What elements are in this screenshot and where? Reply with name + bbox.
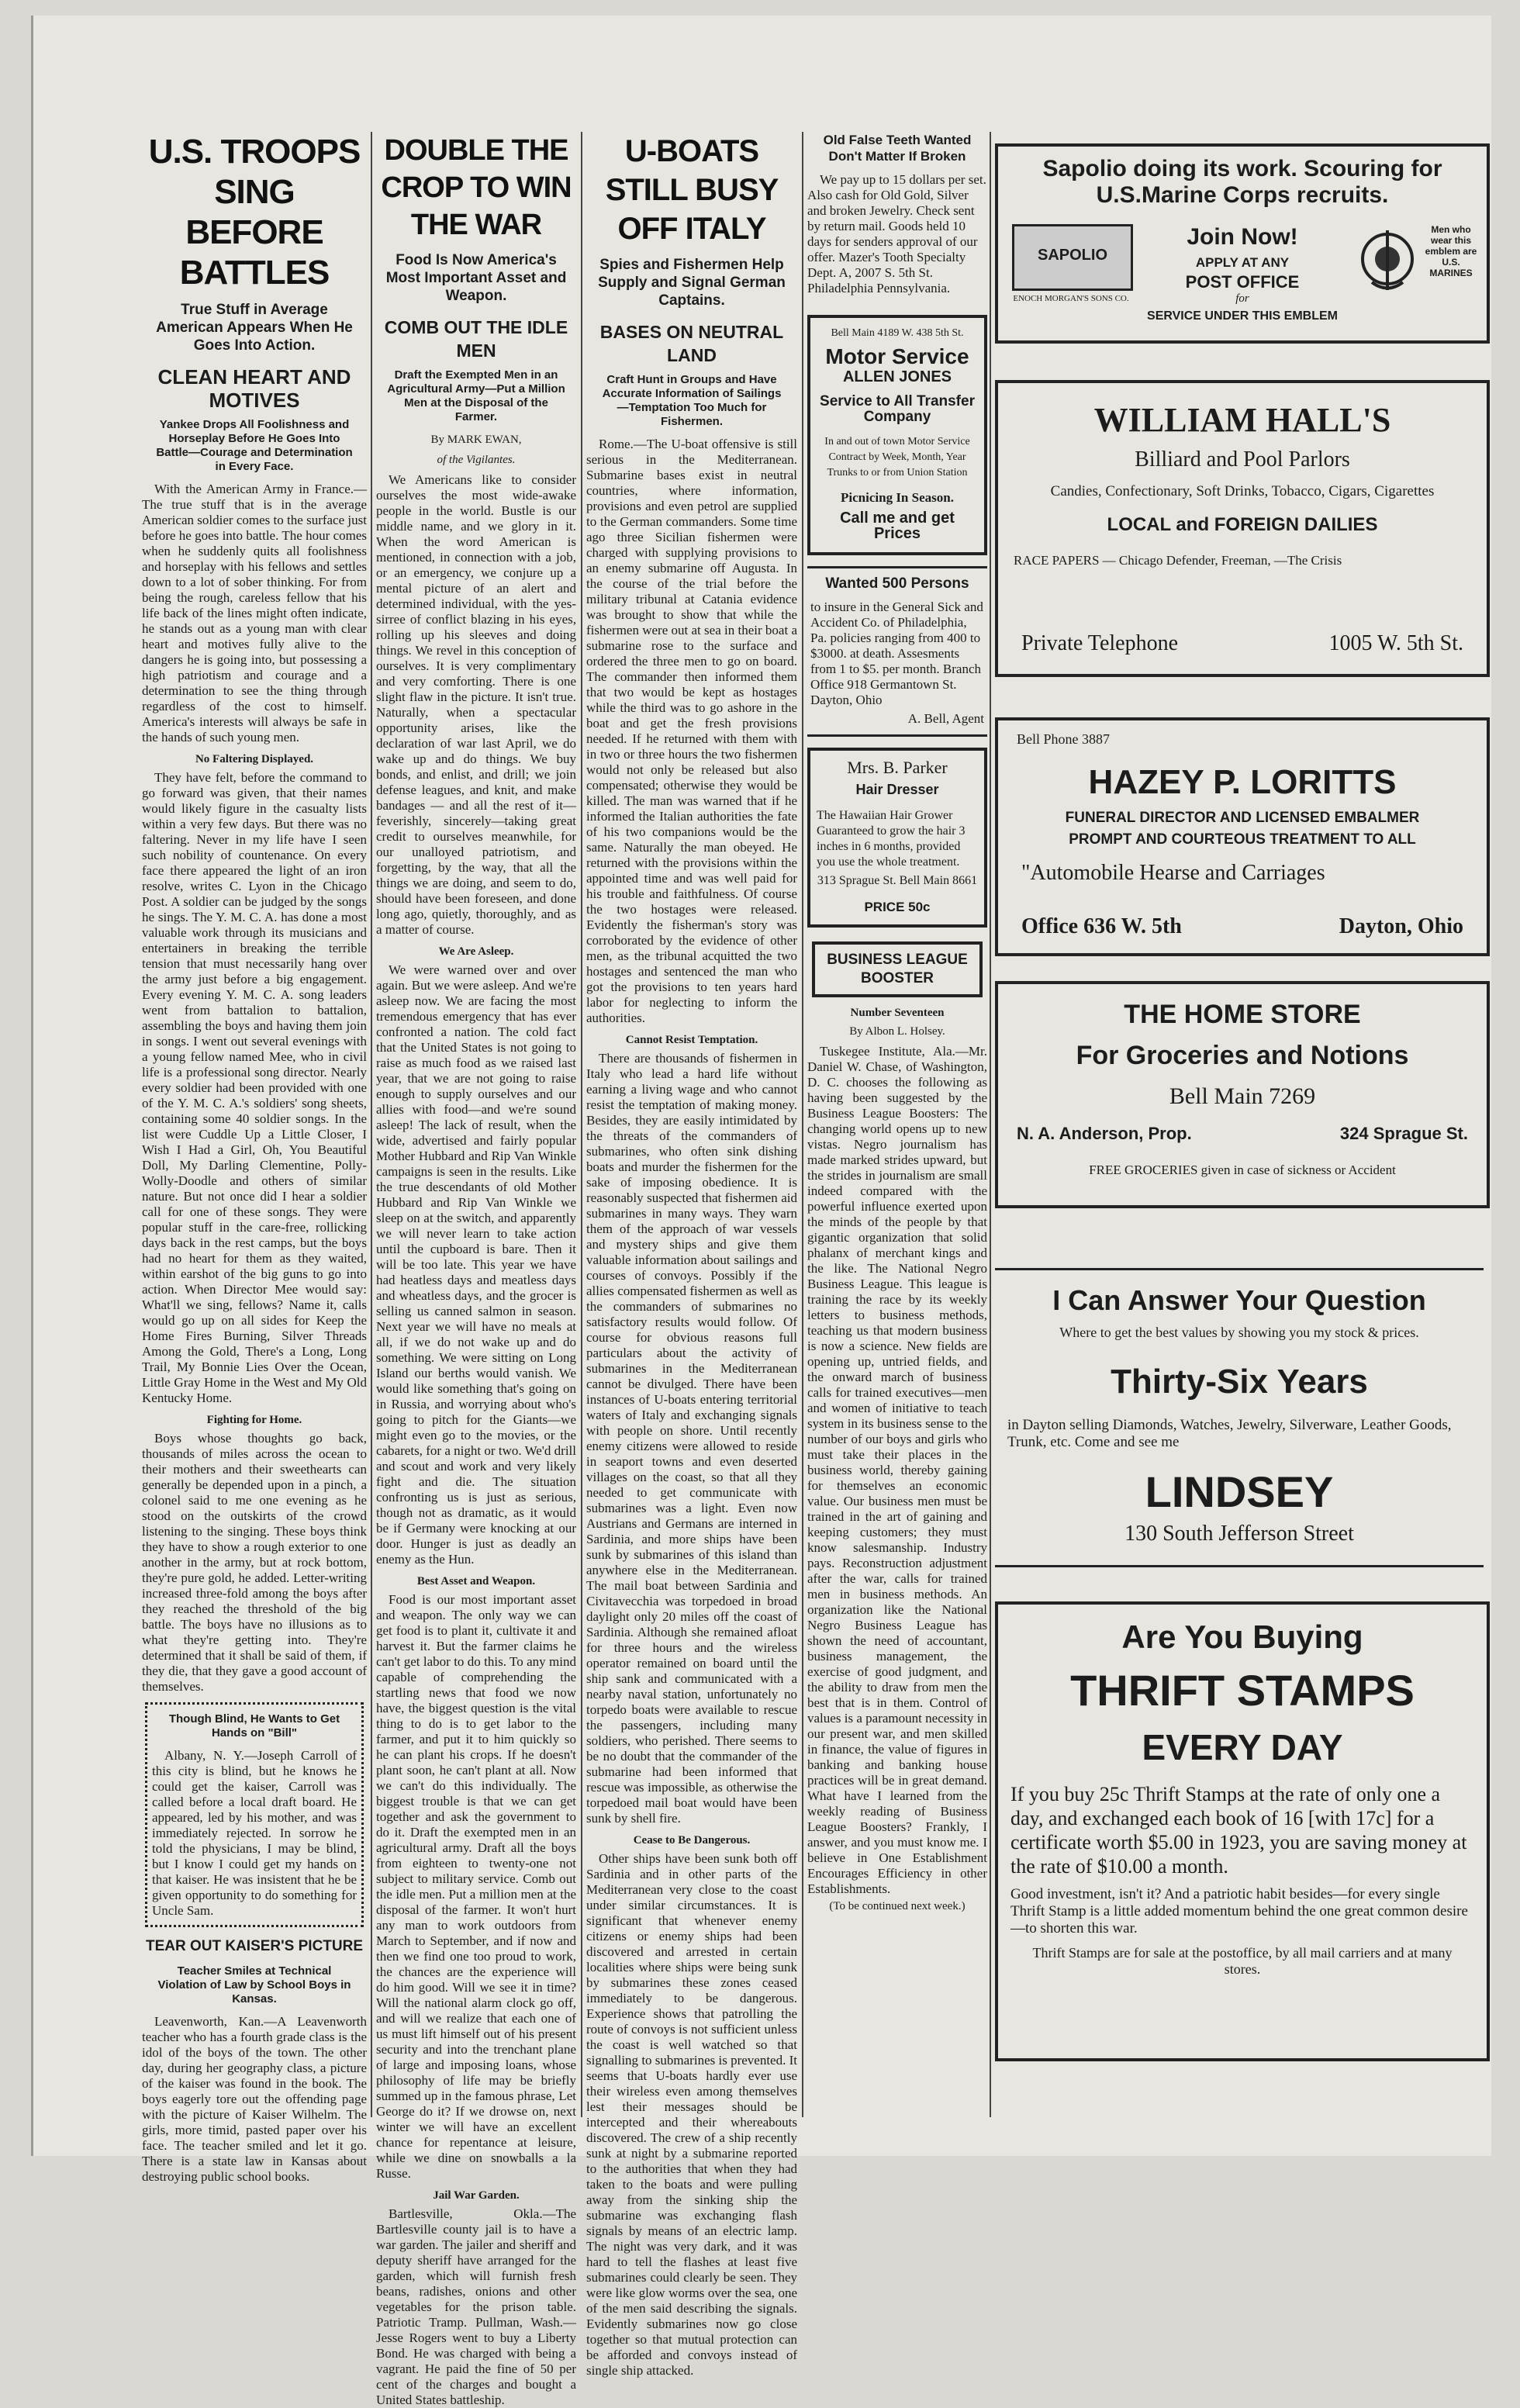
article-text: We Americans like to consider ourselves the most wide-awake people in the world. Bustle is our middle name, and we glory in it. When the word American is mentioned, in connection with a job, or an emergency, we conjure up a mental picture of an alert and determined individual, with the yes-sirree of conflict blazing in his eyes, rolling up his sleeves and doing things. We revel in this conception of ourselves. It is very complimentary and very comforting. There is one slight flaw in the picture. It isn't true. Naturally, when a spectacular opportunity arises, like the declaration of war last April, we do wake up and do things. We buy bonds, and enlist, and drill; we join defense leagues, and knit, and make bandages — and all the rest of it—feverishly, sincerely—taking great credit to ourselves meanwhile, for our unalloyed patriotism, and forgetting, by the way, that all the things we are doing, and seem to do, should have been foreseen, and done long ago, quietly, thoroughly, and as a matter of course. [376,472,576,937]
deck-troops: Yankee Drops All Foolishness and Horseplay Before He Goes Into Battle—Courage and Determination in Every Face. [156,418,353,473]
article-text: There are thousands of fishermen in Italy who lead a hard life without earning a living wage and who cannot resist the temptation of making money. Besides, they are easily intimidated by the threats of the commanders of submarines, who often sink dishing boats and murder the fishermen for the sake of imposing obedience. It is reasonably suspected that fishermen aid submarines in many ways. They warn them of the approach of war vessels and mystery ships and give them valuable information about sailings and courses of convoys. Possibly if the allies compensated fishermen as well as the commanders of submarines no satisfactory results would follow. Of course for obvious reasons full particulars about the activity of submarines in the Mediterranean cannot be divulged. There have been instances of U-boats entering territorial waters of Italy and exchanging signals with people on shore. Until recently enemy citizens were allowed to reside in seaport towns and even deserted villages on the coast, so that all they needed to get communicate with submarines was a light. Even now Austrians and Germans are interned in Sardinia, and more ships have been sunk by submarines of this island than anywhere else in the Mediterranean. The mail boat between Sardinia and Civitavecchia was torpedoed in broad daylight only 20 miles off the coast of Sardinia. Although she remained afloat for three hours and the wireless operator remained on board until the ship sank and communicated with a nearby naval station, unfortunately no torpedo boats were available to rescue the passengers, including many soldiers, who perished. There seems to be no doubt that the commander of the submarine had been informed that rescue was impossible, as otherwise the torpedoed mail boat would have been sunk by shell fire. [586,1051,797,1826]
thrift-good: Good investment, isn't it? And a patriotic habit besides—for every single Thrift Stamp is a little added momentum behind the one great common desire—to shorten this war. [1010,1886,1468,1936]
lindsey-years: Thirty-Six Years [1111,1363,1368,1401]
lindsey-ad [995,1268,1484,1567]
home-phone: Bell Main 7269 [1169,1083,1316,1109]
home-store-ad [995,981,1490,1208]
subhead-crop: Food Is Now America's Most Important Asset and Weapon. [385,252,567,304]
column-rule [990,132,991,2117]
sapolio-apply: APPLY AT ANY [1195,255,1290,270]
article-text: With the American Army in France.—The true stuff that is in the average American soldier comes to the surface just before he goes into battle. The hour comes when he suddenly quits all foolishness and horseplay with his fellows and settles down to a lot of sober thinking. For from being the rough, careless fellow that his life back of the lines might often indicate, he stands out as a young man with clear heart and motives fully alive to the dangers he is going into, but possessing a high patriotism and courage and a determination to see the thing through regardless of the cost to himself. America's interests will always be safe in the hands of such young men. [142,482,367,745]
section-subhead: We Are Asleep. [438,945,514,958]
parker-address: 313 Sprague St. Bell Main 8661 [817,874,978,887]
false-teeth-title: Old False Teeth Wanted Don't Matter If Broken [823,133,972,164]
subhead-uboats: Spies and Fishermen Help Supply and Signal German Captains. [598,257,786,309]
sapolio-service: SERVICE UNDER THIS EMBLEM [1147,309,1338,323]
sapolio-package-image [1012,224,1133,291]
newspaper-page [31,16,1491,2407]
column-rule [581,132,582,2117]
booster-continued: (To be continued next week.) [829,1900,966,1912]
article-text: Bartlesville, Okla.—The Bartlesville county jail is to have a war garden. The jailer and sheriff and deputy sheriff have arranged for the garden, which will furnish fresh beans, radishes, onions and other vegetables for the prison table. Patriotic Tramp. Pullman, Wash.—Jesse Rogers went to buy a Liberty Bond. He was charged with being a vagrant. He paid the fine of 50 per cent of the charges and bought a United States battleship. [376,2206,576,2407]
sapolio-men-note: Men who wear this emblem are U.S. MARINES [1425,224,1477,278]
article-text: Leavenworth, Kan.—A Leavenworth teacher who has a fourth grade class is the idol of the boys of the town. The other day, during her geography class, a picture of the kaiser was found in the book. The boys eagerly tore out the offending page with the picture of Kaiser Wilhelm. The girls, more timid, pasted paper over his face. The teacher smiled and let it go. There is a state law in Kansas about destroying public school books. [142,2014,367,2184]
hall-papers: RACE PAPERS — Chicago Defender, Freeman, —The Crisis [1014,553,1342,568]
column-crop [376,132,576,2407]
article-text: Rome.—The U-boat offensive is still serious in the Mediterranean. Submarine bases exist in neutral countries, where information, provisions and even petrol are supplied to the German commanders. Some time ago three Sicilian fishermen were charged with supplying provisions to an enemy submarine off Augusta. In the course of the trial before the military tribunal at Catania evidence was brought to show that while the fishermen were out at sea in their boat a submarine rose to the surface and ordered the three men to go on board. The commander then informed them that two would be kept as hostages while the third was to go ashore in the boat and get the fresh provisions needed. If he returned with them with in two or three hours the two fishermen would not only be released but also compensated; otherwise they would be killed. The man was warned that if he informed the Italian authorities the fate of his two companions would be the same. Naturally the man obeyed. He returned with the provisions within the appointed time and was well paid for his trouble and faithfulness. Of course the two hostages were released. Evidently the fisherman's story was corroborated by the evidence of other men, as the tribunal acquitted the two hostages and sentenced the man who got the provisions to ten years hard labor for neglecting to inform the authorities. [586,437,797,1025]
booster-title: BUSINESS LEAGUE BOOSTER [827,952,968,986]
motor-phone: Bell Main 4189 W. 438 5th St. [831,327,964,339]
home-proprietor: N. A. Anderson, Prop. [1017,1124,1192,1143]
motor-title: Motor Service [825,344,969,368]
home-address: 324 Sprague St. [1339,1124,1468,1143]
motor-service: Service to All Transfer Company [820,393,975,425]
sapolio-ad [995,143,1490,344]
motor-picnic: Picnicing In Season. [841,490,954,505]
thrift-stamps-ad [995,1601,1490,2061]
wanted-title: Wanted 500 Persons [825,575,969,592]
headline-clean-heart: CLEAN HEART AND MOTIVES [157,365,351,412]
deck-kaiser-picture: Teacher Smiles at Technical Violation of Law by School Boys in Kansas. [157,1964,351,2006]
lindsey-where: Where to get the best values by showing you my stock & prices. [1059,1325,1419,1340]
thrift-body: If you buy 25c Thrift Stamps at the rate of only one a day, and exchanged each book of 16 [with 17c] for a certificate worth $5.00 in 1923, you are saving money at the rate of $10.00 a month. [1010,1783,1467,1878]
parker-name: Mrs. B. Parker [847,758,948,777]
sapolio-title: Sapolio doing its work. Scouring for U.S.Marine Corps recruits. [1042,156,1442,208]
section-subhead: Best Asset and Weapon. [416,1575,536,1587]
article-text: Boys whose thoughts go back, thousands of miles across the ocean to their mothers and their sweethearts can generally be depended upon in a pinch, a colonel said to me one evening as he stood on the outskirts of the crowd listening to the singing. These boys think they have to show a rough exterior to one another in the army, but at rock bottom, they're pure gold, he added. Letter-writing increased three-fold among the boys after they reached the threshold of the big battle. The boys have no illusions as to what they're getting into. They're determined that it shall be said of them, if they die, that they gave a good account of themselves. [142,1431,367,1694]
loritts-name: HAZEY P. LORITTS [1088,763,1397,801]
motor-name: ALLEN JONES [842,368,952,385]
sapolio-post-office: POST OFFICE [1185,272,1300,292]
column-troops [142,132,367,2184]
byline-affiliation: of the Vigilantes. [437,454,516,466]
column-rule [802,132,803,2117]
home-name: THE HOME STORE [1124,1000,1361,1029]
sapolio-maker: ENOCH MORGAN'S SONS CO. [1013,294,1129,303]
hall-items: Candies, Confectionary, Soft Drinks, Tobacco, Cigars, Cigarettes [1050,483,1435,499]
hall-dailies: LOCAL and FOREIGN DAILIES [1107,514,1378,535]
parker-ad [807,748,987,928]
section-subhead: Cannot Resist Temptation. [625,1034,758,1046]
blind-man-box [145,1702,364,1927]
motor-call: Call me and get Prices [840,510,955,542]
false-teeth-text: We pay up to 15 dollars per set. Also cash for Old Gold, Silver and broken Jewelry. Check sent by return mail. Goods held 10 days for senders approval of our offer. Mazer's Tooth Specialty Dept. A, 2007 S. 5th St. Philadelphia Pennsylvania. [807,172,986,295]
wanted-body: to insure in the General Sick and Accident Co. of Philadelphia, Pa. policies ranging from 400 to $3000. at death. Assesments from 1 to $5. per month. Branch Office 918 Germantown St. Dayton, Ohio [810,599,983,707]
lindsey-name: LINDSEY [1145,1467,1334,1516]
parker-title: Hair Dresser [855,782,939,797]
section-subhead: Cease to Be Dangerous. [633,1834,751,1847]
booster-text: Tuskegee Institute, Ala.—Mr. Daniel W. Chase, of Washington, D. C. chooses the following as having been suggested by the Business League Boosters: The changing world opens up to new vistas. Negro journalism has made marked strides upward, but the strides in journalism are small indeed compared with the powerful influence exerted upon the minds of the people by that gigantic organization that solid phalanx of merchant kings and the like. The National Negro Business League. This league is training the race by its weekly letters to business methods, teaching us that modern business is now a science. New fields are opening up, untried fields, and the onward march of business calls for trained executives—men and women of initiative to teach system in its business sense to the number of our boys and girls who must take their places in the business world, thereby gaining for themselves an economic value. Our business men must be trained in the art of gaining and keeping customers; they must know salesmanship. Industry pays. Reconstruction adjustment after the war, calls for trained men in business methods. An organization like the National Negro Business League has shown the need of accountant, business management, the exercise of good judgment, and the ability to draw from men the best that is in them. Control of values is a paramount necessity in our present war, and men skilled in finance, the value of figures in banking and banking house practices will be in great demand. What have I learned from the weekly reading of Business League Boosters? Frankly, I answer, and you must know me. I believe in One Establishment Encourages Efficiency in other Establishments. [807,1044,987,1896]
headline-crop: DOUBLE THE CROP TO WIN THE WAR [381,134,572,241]
thrift-title: THRIFT STAMPS [1070,1666,1415,1715]
article-text: Albany, N. Y.—Joseph Carroll of this city is blind, but he knows he could get the kaiser, Carroll was called before a local draft board. He appeared, led by his mother, and was immediately rejected. In sorrow he told the physicians, I may be blind, but I know I could get my hands on that kaiser. He was insistent that he be given opportunity to do something for Uncle Sam. [152,1748,357,1918]
sapolio-package-label: SAPOLIO [1037,247,1107,264]
lindsey-question: I Can Answer Your Question [1052,1284,1426,1316]
section-subhead: No Faltering Displayed. [195,753,314,765]
booster-heading-box [812,941,983,997]
parker-body: The Hawaiian Hair Grower Guaranteed to grow the hair 3 inches in 6 months, provided you use the whole treatment. [817,809,966,869]
loritts-prompt: PROMPT AND COURTEOUS TREATMENT TO ALL [1069,831,1416,848]
loritts-auto: "Automobile Hearse and Carriages [1021,861,1325,885]
headline-troops: U.S. TROOPS SING BEFORE BATTLES [148,133,361,292]
sapolio-for: for [1235,292,1249,305]
loritts-office: Office 636 W. 5th [1021,914,1182,938]
column-rule [371,132,372,2117]
headline-kaiser-picture: TEAR OUT KAISER'S PICTURE [145,1938,364,1954]
section-subhead: Fighting for Home. [206,1414,302,1426]
lindsey-body: in Dayton selling Diamonds, Watches, Jewelry, Silverware, Leather Goods, Trunk, etc. Come and see me [1007,1417,1452,1450]
article-text: We were warned over and over again. But we were asleep. And we're asleep now. We are facing the most tremendous emergency that has ever confronted a nation. The cold fact that the United States is not going to raise as much food as we raised last year, that we are not going to raise enough to supply ourselves and our allies with food—and we're sound asleep! The lack of result, when the wide, advertised and fairly popular Mother Hubbard and Rip Van Winkle campaigns is seen in the results. Like the true descendants of old Mother Hubbard and Rip Van Winkle we sleep on at the switch, and apparently we will never learn to take action until the cupboard is bare. Then it will be too late. This year we have had heatless days and meatless days and wheatless days, and the grocer is selling us canned salmon in season. Next year we will have no meals at all, if we do not wake up and do something. We were sitting on Long Island our berths would vanish. We would like something that's going on in Russia, and worrying about who's going to pitch for the Giants—we might even go to the movies, or the cabarets, for a night or two. We'd drill and scout and work and very likely fight and die. The situation confronting us is just as serious, though not as dramatic, as it would be if Germany were knocking at our door. Hunger is just as deadly an enemy as the Hun. [376,962,576,1567]
thrift-every-day: EVERY DAY [1142,1727,1343,1767]
deck-crop: Draft the Exempted Men in an Agricultural Army—Put a Million Men at the Disposal of the Farmer. [387,368,565,423]
parker-price: PRICE 50c [864,900,931,914]
byline: By MARK EWAN, [430,434,522,446]
hall-ad [995,380,1490,677]
section-subhead: Jail War Garden. [433,2189,520,2202]
hall-phone: Private Telephone [1021,631,1179,655]
loritts-city: Dayton, Ohio [1339,914,1463,938]
headline-idle-men: COMB OUT THE IDLE MEN [384,317,568,361]
subhead-troops: True Stuff in Average American Appears When He Goes Into Action. [156,302,353,354]
home-sub: For Groceries and Notions [1076,1041,1409,1070]
wanted-agent: A. Bell, Agent [907,711,984,726]
home-free: FREE GROCERIES given in case of sickness or Accident [1089,1163,1396,1177]
booster-number: Number Seventeen [850,1007,945,1019]
column-uboats [586,132,797,2378]
deck-uboats: Craft Hunt in Groups and Have Accurate Information of Sailings—Temptation Too Much for Fishermen. [602,373,782,428]
marine-emblem-icon [1356,224,1418,294]
article-text: Food is our most important asset and weapon. The only way we can get food is to plant it, cultivate it and harvest it. But the farmer claims he can't get labor to do this. To any mind capable of comprehending the startling news that food we now have, the biggest question is the vital thing to do is to get labor to the farmer, and put it to him quickly so he can plant his crops. If he doesn't plant soon, he can't plant at all. Now we can't do this individually. The biggest trouble is that we can get together and ask the government to do it. Draft the exempted men in an agricultural army. Draft all the boys from eighteen to twenty-one not subject to military service. Comb out the idle men. Put a million men at the disposal of the farmer. It won't hurt any man to work outdoors from March to September, and if now and then we find one too proud to work, the chances are the experience will do him good. Will we see it in time? Will the national alarm clock go off, and will we realize that each one of us must lift himself out of his present security and into the trenchant plane of large and imposing loans, whose philosophy of life may be briefly summed up in the famous phrase, Let George do it? If we drowse on, next winter we will have an excellent chance for repentance at leisure, while we dine on snowballs a la Russe. [376,1592,576,2181]
thrift-sale: Thrift Stamps are for sale at the postoffice, by all mail carriers and at many stores. [1032,1945,1453,1977]
wanted-persons-ad [807,566,987,737]
hall-sub: Billiard and Pool Parlors [1135,447,1350,472]
motor-body: In and out of town Motor Service Contract by Week, Month, Year Trunks to or from Union Station [824,436,970,478]
motor-service-ad [807,315,987,555]
hall-name: WILLIAM HALL'S [1093,401,1391,439]
article-text: They have felt, before the command to go forward was given, that their names would likely figure in the casualty lists within a very few days. But there was no faltering. Never in my life have I seen such nobility of countenance. On every face there appeared the light of an iron resolve, writes C. Lyon in the Chicago Post. A soldier can be judged by the songs he sings. The Y. M. C. A. has done a most valuable work through its musicians and entertainers in breaking the terrible tension that must necessarily hang over the army just before a big engagement. Every evening Y. M. C. A. song leaders went from battalion to battalion, assembling the boys and having them join in songs. I went out several evenings with a young fellow named Mee, who in civil life is a professional song director. Nearly every soldier had been provided with one of the Y. M. C. A.'s soldiers' song sheets, containing some 40 soldier songs. In the list were Cuddle Up a Little Closer, I Wish I Had a Girl, Oh, You Beautiful Doll, My Darling Clementine, Polly-Wolly-Doodle and others of similar nature. But not once did I hear a soldier call for one of these songs. They were popular stuff in the care-free, rollicking days back in the rest camps, but the boys had no heart for them as they waited, within earshot of the big guns to go into action. When Director Mee would say: What'll we sing, fellows? Name it, calls would go up on all sides for Keep the Home Fires Burning, Silver Threads Among the Gold, There's a Long, Long Trail, My Bonnie Lies Over the Ocean, Little Gray Home in the West and My Old Kentucky Home. [142,770,367,1405]
article-text: Other ships have been sunk both off Sardinia and in other parts of the Mediterranean very close to the coast under similar circumstances. It is significant that whenever enemy citizens or enemy ships had been discovered and arrested in certain localities where ships were being sunk by submarines these zones ceased immediately to be dangerous. Experience shows that patrolling the route of convoys is not sufficient unless the coast is well watched so that signalling to submarines is prevented. It seems that U-boats hardly ever use their wireless even among themselves lest their messages should be intercepted and their whereabouts discovered. The crew of a ship recently sunk at night by a submarine reported to the authorities that when they had taken to the boats and were pulling away from the sinking ship the submarine was exchanging flash signals by means of an electric lamp. The night was very dark, and it was hard to tell the flashes at least five submarines could clearly be seen. They were like glow worms over the sea, one of the men said describing the signals. Evidently submarines now go close together so that mutual protection can be afforded and convoys instead of single ship attacked. [586,1851,797,2378]
blind-man-title: Though Blind, He Wants to Get Hands on "Bill" [168,1712,340,1739]
loritts-title: FUNERAL DIRECTOR AND LICENSED EMBALMER [1065,810,1420,826]
sapolio-join: Join Now! [1187,224,1298,250]
booster-byline: By Albon L. Holsey. [849,1025,945,1038]
loritts-ad [995,717,1490,956]
thrift-question: Are You Buying [1121,1619,1363,1655]
headline-uboats: U-BOATS STILL BUSY OFF ITALY [605,134,779,246]
headline-neutral-land: BASES ON NEUTRAL LAND [599,322,784,365]
hall-address: 1005 W. 5th St. [1328,631,1463,655]
column-small-ads [807,132,987,2117]
lindsey-address: 130 South Jefferson Street [1124,1522,1354,1546]
loritts-phone: Bell Phone 3887 [1017,731,1110,747]
